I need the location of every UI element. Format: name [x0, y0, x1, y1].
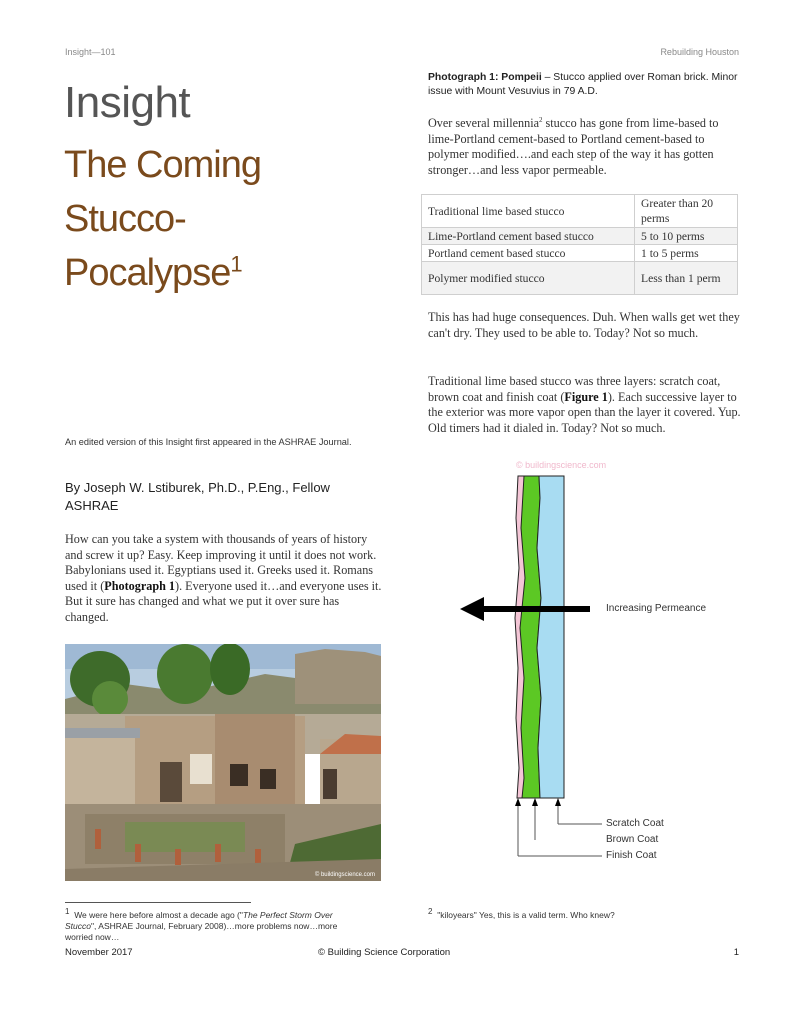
- intro-paragraph: [65, 532, 383, 626]
- footnote-2-number: 2: [428, 907, 433, 917]
- para3-text-1: Traditional lime based stucco was three layers: scratch coat, brown coat and finish coat (: [428, 374, 721, 404]
- footnote-1-text-1: We were here before almost a decade ago (": [74, 910, 243, 920]
- footnote-1-text-2: ", ASHRAE Journal, February 2008)…more problems now…more worried now…: [65, 921, 338, 942]
- table-row: [422, 262, 738, 295]
- title-line-1: The Coming: [64, 144, 261, 186]
- table-cell-type: Portland cement based stucco: [422, 245, 635, 262]
- table-cell-perm: 5 to 10 perms: [635, 228, 738, 245]
- table-cell-type: Polymer modified stucco: [422, 262, 635, 295]
- page-title: Insight: [64, 78, 191, 127]
- table-cell-perm: Greater than 20 perms: [635, 195, 738, 228]
- author-byline: By Joseph W. Lstiburek, Ph.D., P.Eng., Fellow ASHRAE: [65, 480, 330, 513]
- table-row: [422, 195, 738, 228]
- table-cell-perm: 1 to 5 perms: [635, 245, 738, 262]
- figure-1: [440, 458, 760, 868]
- footnote-1: [65, 907, 365, 943]
- page-number: 1: [733, 947, 739, 958]
- footnote-divider: [65, 902, 251, 903]
- title-line-3-text: Pocalypse: [64, 252, 231, 294]
- title-footnote-mark[interactable]: 1: [230, 251, 242, 277]
- footnote-1-article-title: The Perfect Storm Over Stucco: [65, 910, 333, 931]
- intro-text-1: How can you take a system with thousands of years of history and screw it up? Easy. Keep improving it until it does not work. Babylonians used it. Egyptians used it. Greeks used it. Romans used it (: [65, 532, 377, 593]
- title-line-2: Stucco-: [64, 198, 186, 240]
- footnote-1-mark: 1: [65, 907, 70, 917]
- photo-caption: [428, 71, 738, 99]
- figure-reference: Figure 1: [564, 389, 608, 404]
- footnote-2-text: "kiloyears" Yes, this is a valid term. Who knew?: [437, 910, 615, 920]
- photo-reference: Photograph 1: [104, 578, 176, 593]
- scratch-coat-label: Scratch Coat: [606, 818, 664, 829]
- finish-coat-label: Finish Coat: [606, 850, 657, 861]
- table-cell-type: Lime-Portland cement based stucco: [422, 228, 635, 245]
- photo-caption-text: – Stucco applied over Roman brick. Minor issue with Mount Vesuvius in 79 A.D.: [428, 72, 738, 97]
- title-line-3: [64, 246, 384, 300]
- footer-copyright: © Building Science Corporation: [318, 947, 451, 958]
- brown-coat-label: Brown Coat: [606, 834, 659, 845]
- footer-date: November 2017: [65, 947, 133, 958]
- table-row: [422, 245, 738, 262]
- permeability-table: [421, 194, 738, 295]
- three-layers-paragraph: [428, 374, 746, 436]
- pompeii-illustration: [65, 644, 381, 881]
- millennia-paragraph: [428, 116, 746, 178]
- figure-watermark: © buildingscience.com: [516, 460, 607, 470]
- table-cell-type: Traditional lime based stucco: [422, 195, 635, 228]
- table-row: [422, 228, 738, 245]
- para1-text-1: Over several millennia: [428, 116, 539, 130]
- consequences-paragraph: This has had huge consequences. Duh. When walls get wet they can't dry. They used to be able to. Today? Not so much.: [428, 310, 740, 340]
- pompeii-photo: [65, 644, 381, 881]
- para1-text-2: stucco has gone from lime-based to lime-Portland cement-based to Portland cement-based to polymer modified….and each step of the way it has gotten stronger…and less vapor permeable.: [428, 116, 719, 177]
- footnote-2-mark[interactable]: 2: [539, 115, 543, 124]
- arrow-label: Increasing Permeance: [606, 603, 707, 614]
- article-title: [64, 138, 384, 300]
- header-right: Rebuilding Houston: [660, 47, 739, 57]
- photo-caption-label: Photograph 1: Pompeii: [428, 72, 542, 83]
- stucco-layers-diagram: [440, 458, 760, 868]
- photo-watermark: © buildingscience.com: [314, 872, 375, 878]
- edit-note: An edited version of this Insight first appeared in the ASHRAE Journal.: [65, 437, 352, 447]
- table-cell-perm: Less than 1 perm: [635, 262, 738, 295]
- footnote-2: [428, 907, 738, 921]
- intro-text-2: ). Everyone used it…and everyone uses it. But it sure has changed and what we put it over sure has changed.: [65, 578, 382, 624]
- header-left: Insight—101: [65, 47, 116, 57]
- para3-text-2: ). Each successive layer to the exterior was more vapor open than the layer it covered. Yup. Old timers had it dialed in. Today? Not so much.: [428, 389, 741, 435]
